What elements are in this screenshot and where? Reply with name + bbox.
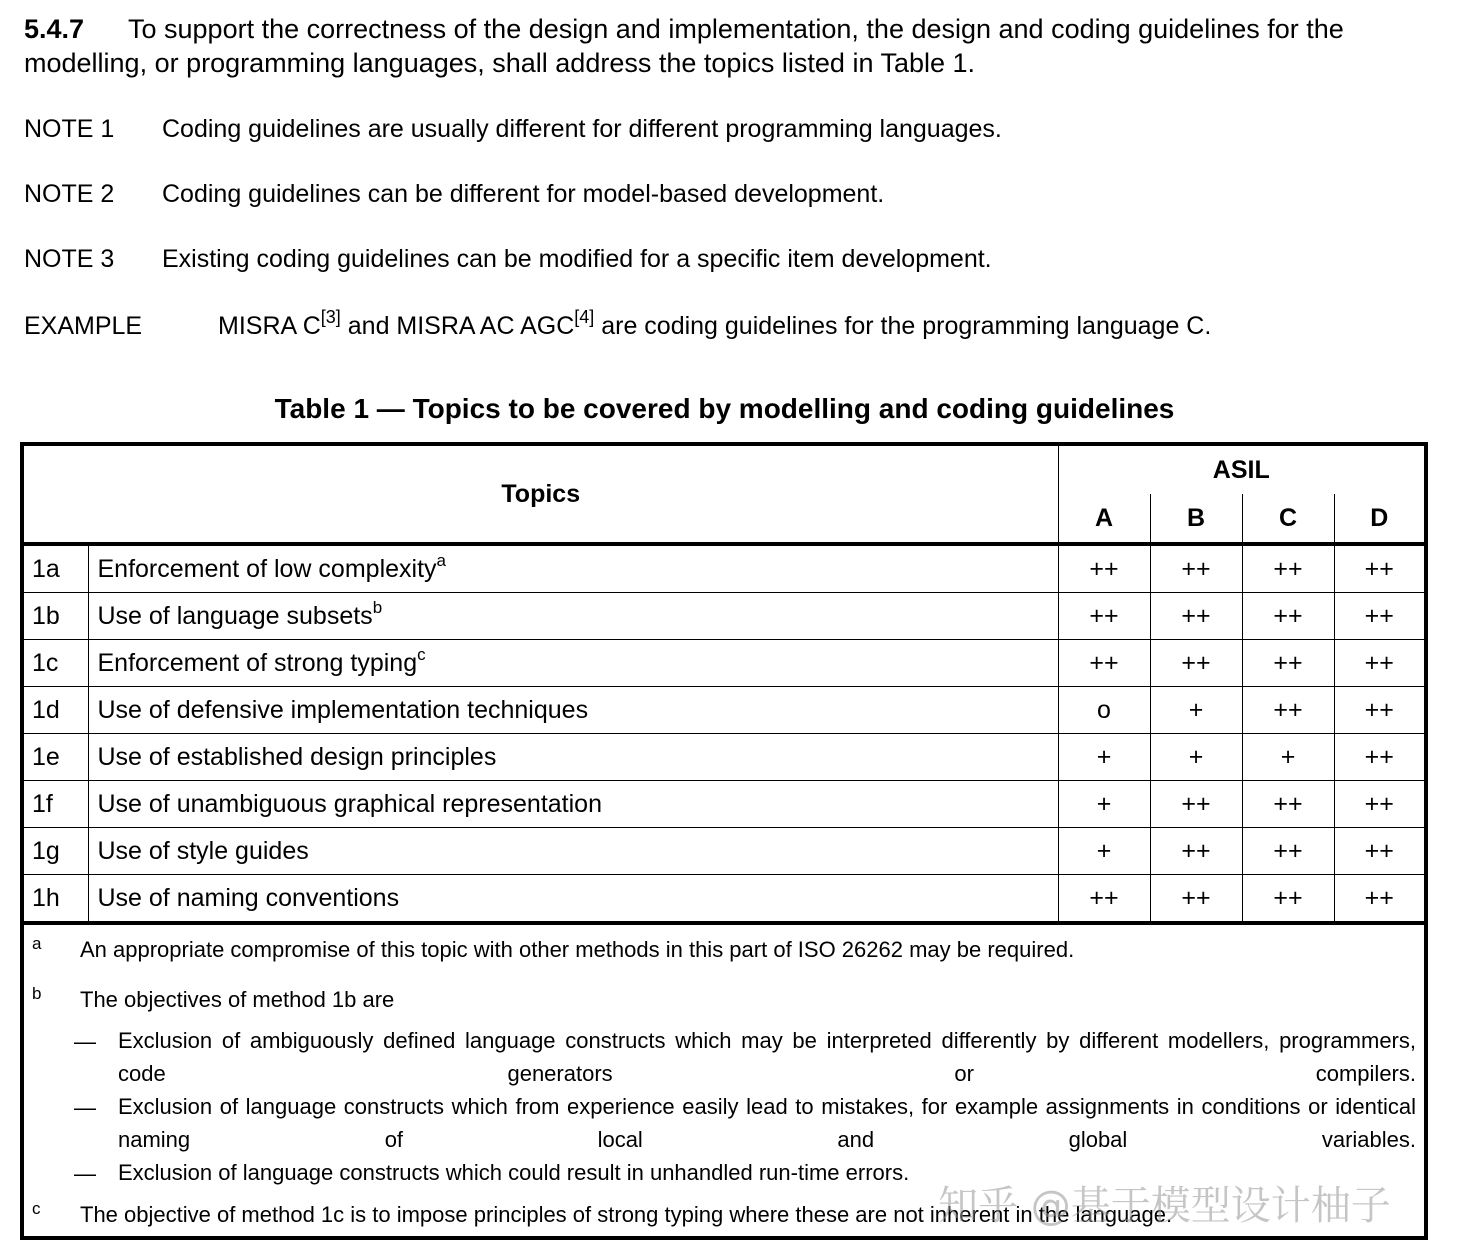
footnote-b-dash-1: — xyxy=(74,1029,96,1054)
header-asil-a: A xyxy=(1058,494,1150,544)
asil-b-value: + xyxy=(1150,734,1242,781)
table-row xyxy=(24,687,1424,734)
row-topic-text: Enforcement of strong typing xyxy=(97,648,418,677)
asil-b-value: ++ xyxy=(1150,640,1242,687)
table-row xyxy=(24,640,1424,687)
asil-d-value: ++ xyxy=(1334,781,1424,828)
asil-c-value: + xyxy=(1242,734,1334,781)
asil-c-value: ++ xyxy=(1242,687,1334,734)
row-topic xyxy=(88,875,1058,924)
example-part-3: are coding guidelines for the programming language C. xyxy=(594,312,1212,340)
asil-b-value: ++ xyxy=(1150,828,1242,875)
footnote-c-mark: c xyxy=(32,1199,41,1218)
reference-3: [3] xyxy=(320,307,341,327)
note-label: NOTE 2 xyxy=(24,180,115,208)
row-topic xyxy=(88,828,1058,875)
table-row xyxy=(24,544,1424,593)
note-label: NOTE 1 xyxy=(24,115,115,143)
row-topic-text: Enforcement of low complexity xyxy=(97,554,437,583)
watermark: 知乎 @基于模型设计柚子 xyxy=(938,1183,1391,1229)
row-topic-text: Use of established design principles xyxy=(97,742,497,771)
row-topic-text: Use of unambiguous graphical representation xyxy=(97,789,602,818)
footnote-ref: a xyxy=(436,550,446,570)
asil-d-value: ++ xyxy=(1334,734,1424,781)
row-topic xyxy=(88,593,1058,640)
header-asil-b: B xyxy=(1150,494,1242,544)
note-text: Coding guidelines can be different for model-based development. xyxy=(162,180,885,208)
footnote-b-item-3: Exclusion of language constructs which could result in unhandled run-time errors. xyxy=(118,1160,910,1185)
clause-number: 5.4.7 xyxy=(24,14,85,44)
row-topic xyxy=(88,734,1058,781)
header-asil-d: D xyxy=(1334,494,1424,544)
row-topic xyxy=(88,687,1058,734)
table-row xyxy=(24,781,1424,828)
footnote-b-item-2: Exclusion of language constructs which from experience easily lead to mistakes, for example assignments in conditions or identical naming of local and global variables. xyxy=(118,1094,1416,1152)
asil-c-value: ++ xyxy=(1242,640,1334,687)
note-label: NOTE 3 xyxy=(24,245,115,273)
asil-a-value: + xyxy=(1058,781,1150,828)
footnote-a-mark: a xyxy=(32,934,42,953)
asil-d-value: ++ xyxy=(1334,593,1424,640)
header-asil-c: C xyxy=(1242,494,1334,544)
asil-b-value: ++ xyxy=(1150,593,1242,640)
asil-c-value: ++ xyxy=(1242,781,1334,828)
footnote-c-text: The objective of method 1c is to impose principles of strong typing where these are not inherent in the language. xyxy=(80,1202,1173,1227)
asil-b-value: ++ xyxy=(1150,781,1242,828)
row-topic-text: Use of defensive implementation techniques xyxy=(97,695,589,724)
asil-d-value: ++ xyxy=(1334,828,1424,875)
clause-paragraph xyxy=(24,12,1429,80)
table-row xyxy=(24,875,1424,924)
asil-a-value: ++ xyxy=(1058,640,1150,687)
footnote-ref: c xyxy=(417,644,426,664)
footnote-b-mark: b xyxy=(32,984,42,1003)
note-text: Coding guidelines are usually different for different programming languages. xyxy=(162,115,1002,143)
note-text: Existing coding guidelines can be modified for a specific item development. xyxy=(162,245,992,273)
asil-d-value: ++ xyxy=(1334,875,1424,924)
clause-line-2: modelling, or programming languages, shall address the topics listed in Table 1. xyxy=(24,48,976,78)
header-topics: Topics xyxy=(24,446,1058,544)
row-topic-text: Use of style guides xyxy=(97,836,309,865)
table-row xyxy=(24,828,1424,875)
asil-b-value: + xyxy=(1150,687,1242,734)
header-asil: ASIL xyxy=(1212,455,1270,484)
footnote-b-dash-2: — xyxy=(74,1095,96,1120)
asil-a-value: ++ xyxy=(1058,544,1150,593)
footnote-b-item-1: Exclusion of ambiguously defined language constructs which may be interpreted differently by different modellers, programmers, code generators or compilers. xyxy=(118,1028,1416,1086)
row-id: 1b xyxy=(24,593,88,640)
row-id: 1f xyxy=(24,781,88,828)
asil-d-value: ++ xyxy=(1334,640,1424,687)
row-id: 1h xyxy=(24,875,88,924)
example-part-1: MISRA C xyxy=(218,312,321,340)
row-id: 1e xyxy=(24,734,88,781)
row-topic xyxy=(88,640,1058,687)
table-row xyxy=(24,734,1424,781)
asil-d-value: ++ xyxy=(1334,687,1424,734)
footnote-b-text: The objectives of method 1b are xyxy=(80,987,395,1012)
asil-a-value: ++ xyxy=(1058,593,1150,640)
asil-a-value: + xyxy=(1058,734,1150,781)
footnote-ref: b xyxy=(372,597,383,617)
table-caption: Table 1 — Topics to be covered by modelling and coding guidelines xyxy=(274,393,1175,424)
example-label: EXAMPLE xyxy=(24,312,143,340)
row-topic-text: Use of naming conventions xyxy=(97,883,400,912)
row-id: 1g xyxy=(24,828,88,875)
asil-c-value: ++ xyxy=(1242,593,1334,640)
row-topic xyxy=(88,781,1058,828)
footnote-b-dash-3: — xyxy=(74,1161,96,1186)
topics-table xyxy=(24,446,1424,925)
asil-b-value: ++ xyxy=(1150,875,1242,924)
row-topic-text: Use of language subsets xyxy=(97,601,373,630)
table-row xyxy=(24,593,1424,640)
footnote-a-text: An appropriate compromise of this topic with other methods in this part of ISO 26262 may be required. xyxy=(80,937,1075,962)
topics-table-frame xyxy=(20,442,1428,1240)
row-id: 1a xyxy=(24,544,88,593)
row-id: 1d xyxy=(24,687,88,734)
asil-c-value: ++ xyxy=(1242,544,1334,593)
asil-c-value: ++ xyxy=(1242,875,1334,924)
asil-a-value: + xyxy=(1058,828,1150,875)
asil-c-value: ++ xyxy=(1242,828,1334,875)
asil-a-value: o xyxy=(1058,687,1150,734)
example-part-2: and MISRA AC AGC xyxy=(340,312,575,340)
asil-a-value: ++ xyxy=(1058,875,1150,924)
clause-line-1: To support the correctness of the design and implementation, the design and coding guidelines for the xyxy=(128,14,1344,44)
reference-4: [4] xyxy=(574,307,595,327)
example-text xyxy=(218,307,1212,341)
asil-d-value: ++ xyxy=(1334,544,1424,593)
asil-b-value: ++ xyxy=(1150,544,1242,593)
row-id: 1c xyxy=(24,640,88,687)
row-topic xyxy=(88,544,1058,593)
